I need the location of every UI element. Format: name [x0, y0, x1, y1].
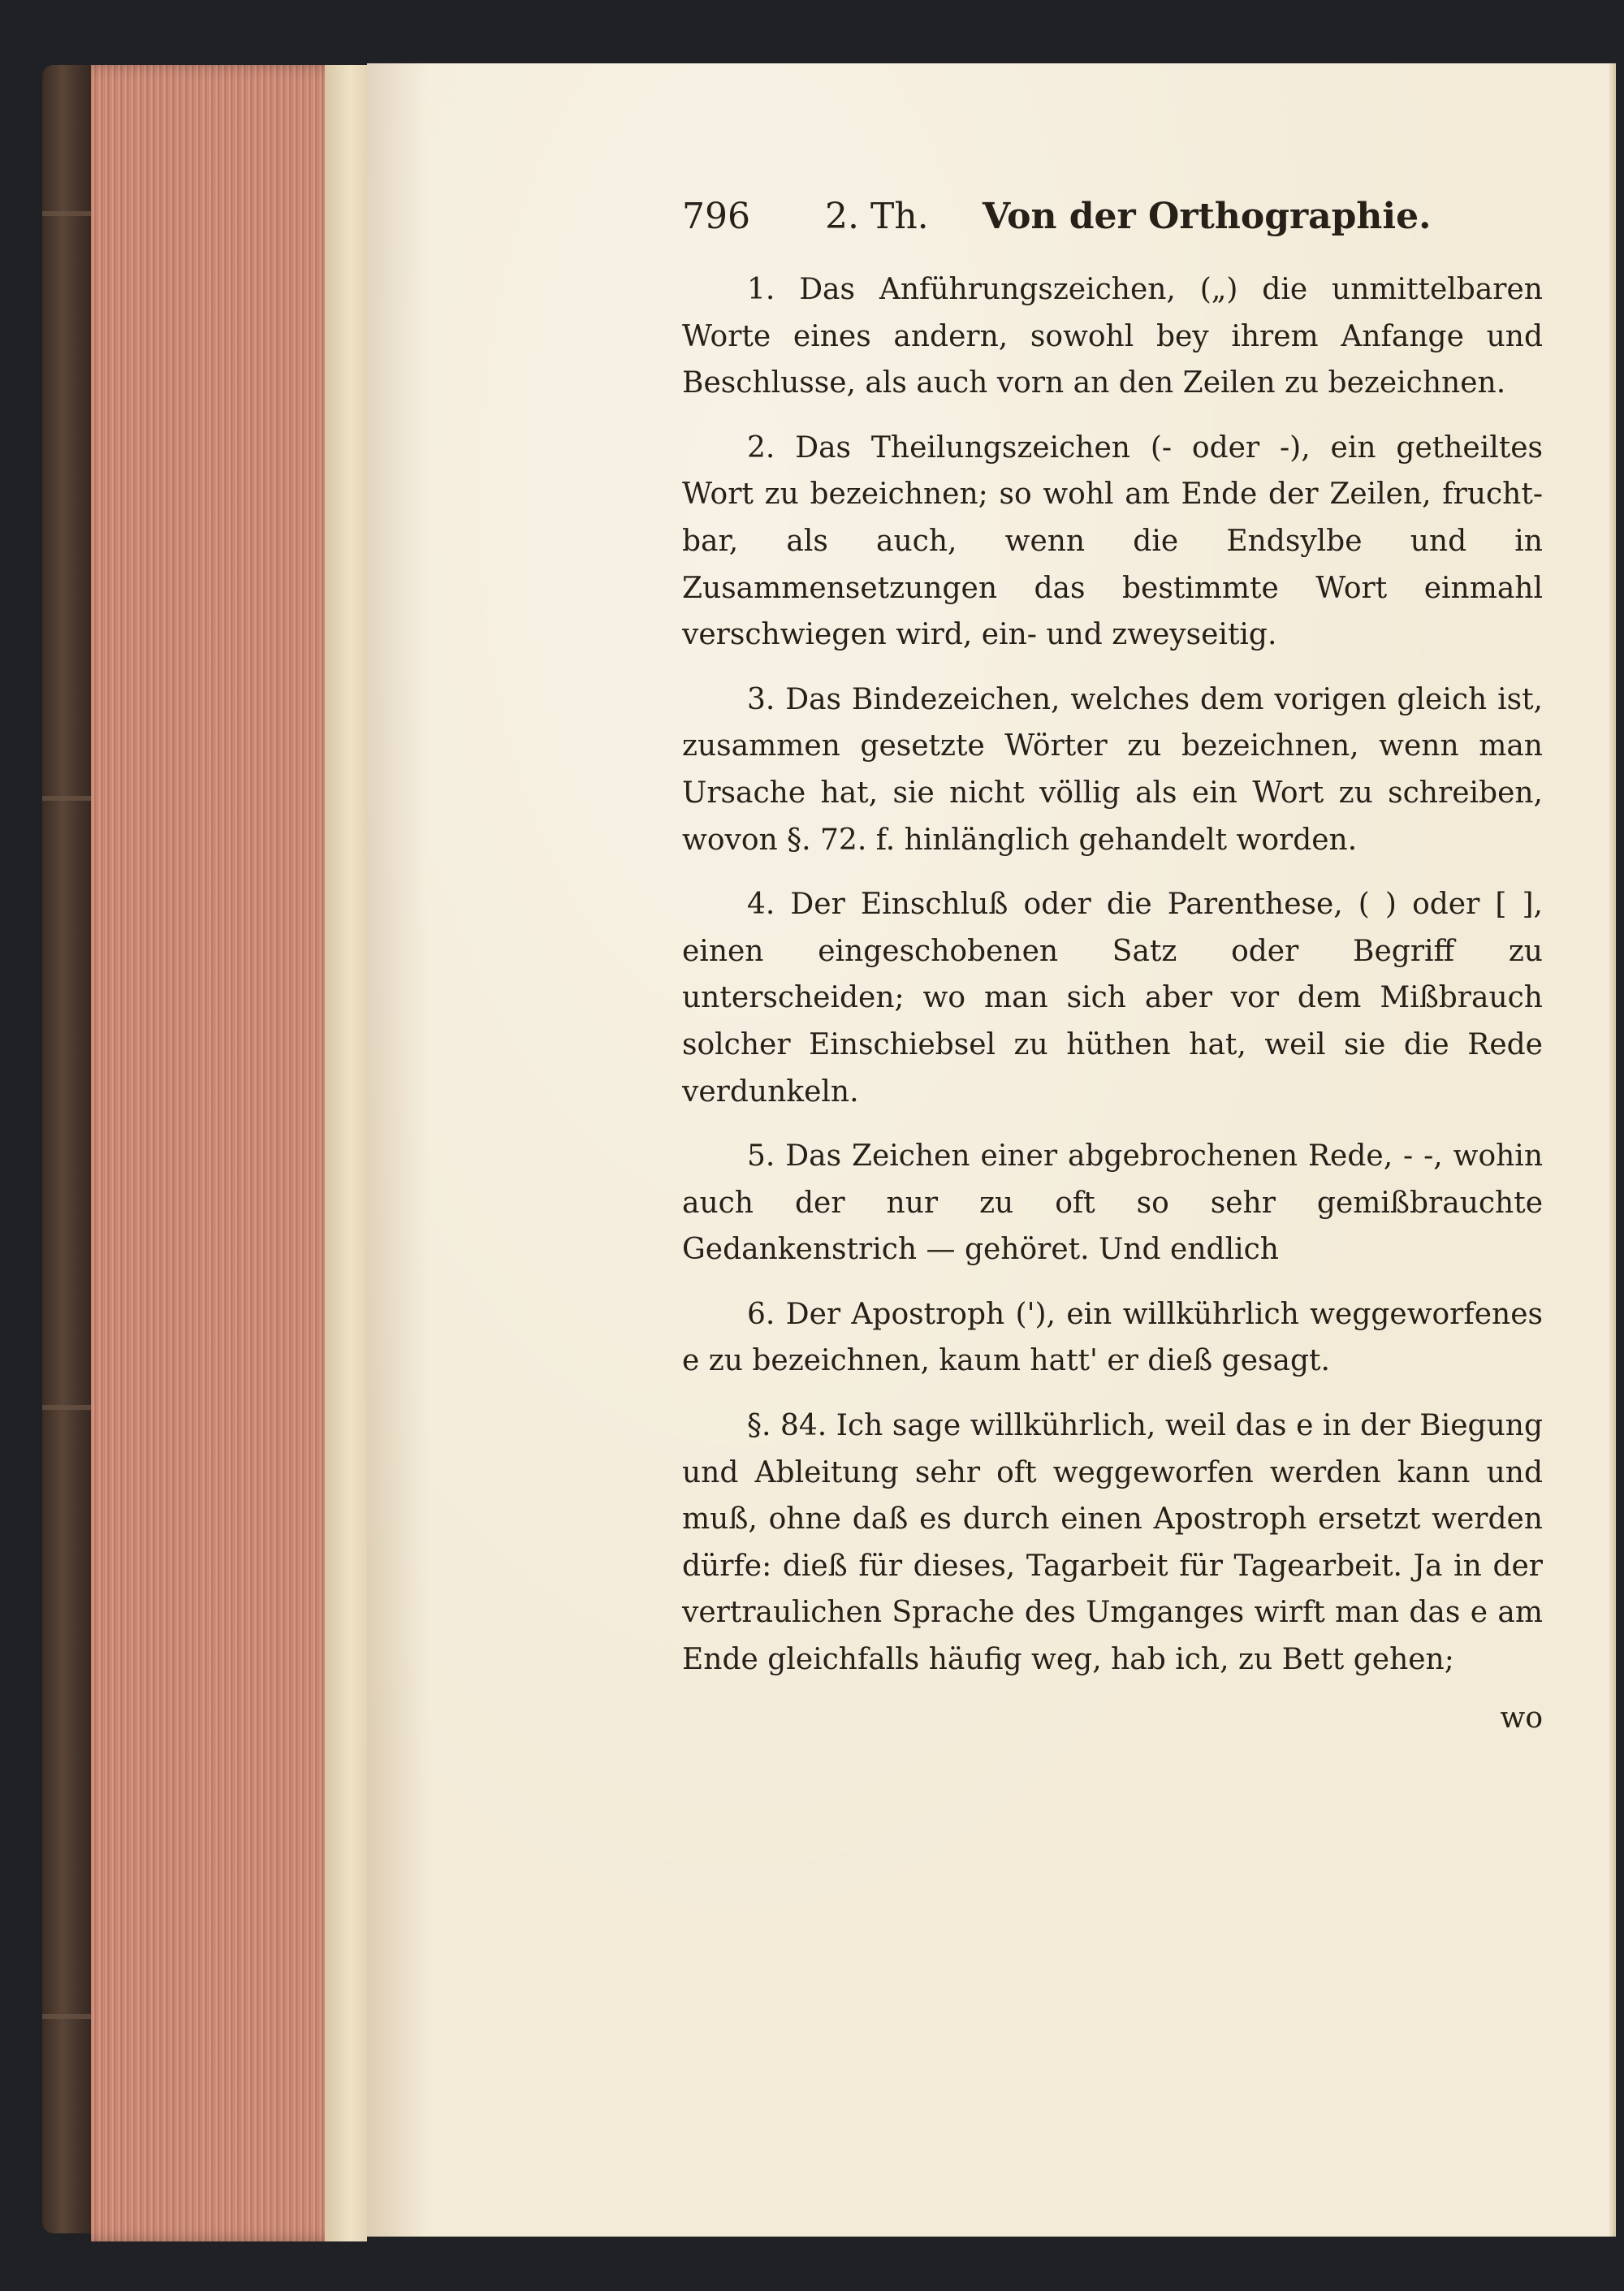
page-text — [682, 193, 1543, 1741]
paragraph-5: 5. Das Zeichen einer abgebrochenen Rede, - -, wohin auch der nur zu oft so sehr gemißbrauchte Gedankenstrich — gehöret. Und endlich — [682, 1139, 1543, 1267]
catchword: wo — [1500, 1701, 1543, 1735]
paragraph-4: 4. Der Einschluß oder die Parenthese, ( ) oder [ ], einen eingeschobenen Satz oder Begriff zu unterscheiden; wo man sich aber vor dem Mißbrauch solcher Einschiebsel zu hüthen hat, weil sie die Rede verdunkeln. — [682, 888, 1543, 1109]
page-number: 796 — [682, 196, 750, 237]
book-page — [367, 63, 1609, 2237]
chapter-title: Von der Orthographie. — [983, 196, 1432, 237]
paragraph-6: 6. Der Apostroph ('), ein willkührlich weggeworfenes e zu bezeichnen, kaum hatt' er dieß gesagt. — [682, 1297, 1543, 1378]
paragraph-3: 3. Das Bindezeichen, welches dem vorigen gleich ist, zusammen gesetzte Wörter zu bezeichnen, wenn man Ursache hat, sie nicht völlig als ein Wort zu schreiben, wovon §. 72. f. hinlänglich gehandelt worden. — [682, 682, 1543, 857]
paragraph-section-84: §. 84. Ich sage willkührlich, weil das e in der Biegung und Ableitung sehr oft weggeworfen werden kann und muß, ohne daß es durch einen Apostroph ersetzt werden dürfe: dieß für dieses, Tagarbeit für Tagearbeit. Ja in der vertraulichen Sprache des Umganges wirft man das e am Ende gleichfalls häufig weg, hab ich, zu Bett gehen; — [682, 1409, 1543, 1677]
running-head — [682, 193, 1543, 266]
paragraph-1: 1. Das Anführungszeichen, („) die unmittelbaren Worte eines andern, sowohl bey ihrem Anfange und Beschlusse, als auch vorn an den Zeilen zu bezeichnen. — [682, 273, 1543, 400]
section-label: 2. Th. — [825, 196, 929, 237]
page-gutter — [325, 65, 367, 2241]
paragraph-2: 2. Das Theilungszeichen (- oder -), ein getheiltes Wort zu bezeichnen; so wohl am Ende der Zeilen, frucht-bar, als auch, wenn die Endsylbe und in Zusammensetzungen das bestimmte Wort einmahl verschwiegen wird, ein- und zweyseitig. — [682, 430, 1543, 652]
